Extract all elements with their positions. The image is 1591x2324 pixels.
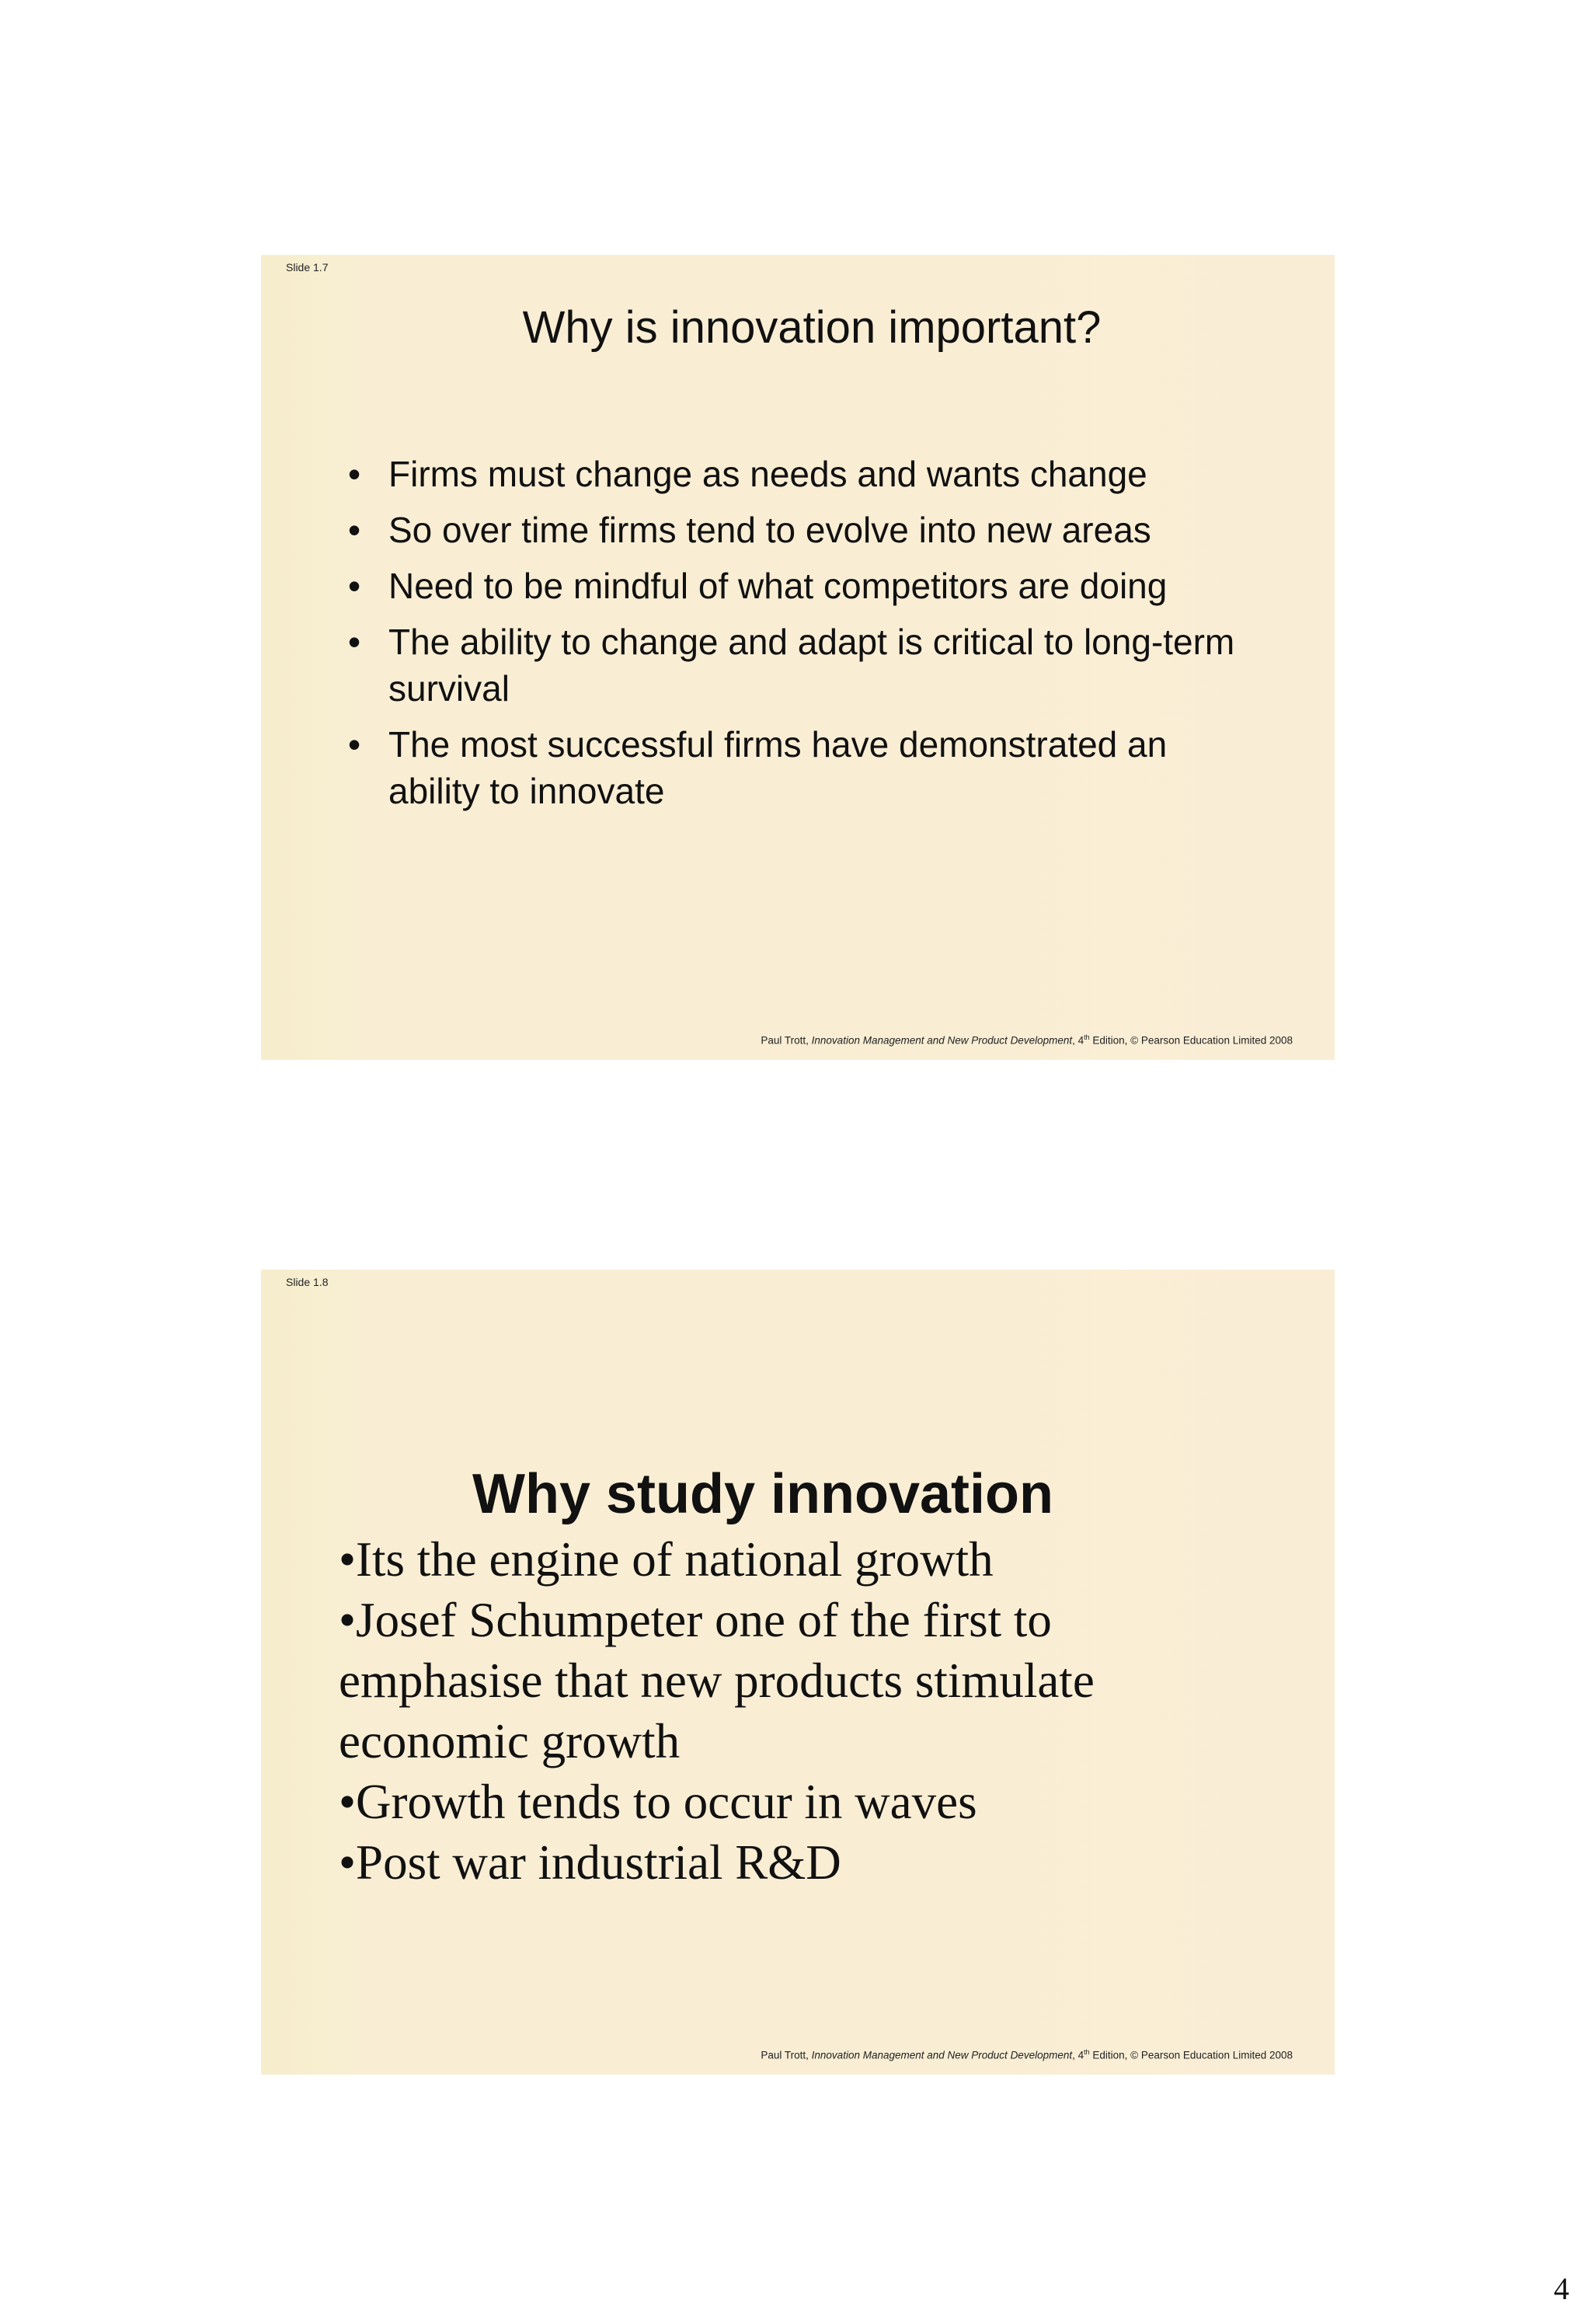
list-item: • Need to be mindful of what competitors are doing bbox=[348, 566, 1168, 606]
list-item-text: Firms must change as needs and wants change bbox=[388, 454, 1147, 494]
slide-footer: Paul Trott, Innovation Management and New Product Development, 4th Edition, © Pearson Education Limited 2008 bbox=[761, 2047, 1293, 2061]
slide-1-7 bbox=[261, 255, 1335, 1060]
list-item: • The ability to change and adapt is critical to long-term survival bbox=[348, 622, 1235, 709]
list-item: • Firms must change as needs and wants change bbox=[348, 454, 1147, 494]
list-item-text: So over time firms tend to evolve into new areas bbox=[388, 510, 1151, 550]
list-item: •Post war industrial R&D bbox=[339, 1835, 841, 1890]
list-item: •Its the engine of national growth bbox=[339, 1532, 994, 1587]
list-item: •Josef Schumpeter one of the first to emphasise that new products stimulate economic growth bbox=[339, 1593, 1095, 1768]
slide-title: Why study innovation bbox=[472, 1463, 1053, 1525]
list-item: • The most successful firms have demonstrated an ability to innovate bbox=[348, 724, 1168, 811]
list-item-text: The ability to change and adapt is critical to long-term survival bbox=[388, 622, 1235, 709]
list-item: • So over time firms tend to evolve into new areas bbox=[348, 510, 1151, 550]
slide-label: Slide 1.8 bbox=[286, 1276, 329, 1288]
bullet-list bbox=[348, 451, 1241, 824]
slide-label: Slide 1.7 bbox=[286, 261, 329, 274]
slide-body bbox=[339, 1529, 1209, 1893]
slide-1-8 bbox=[261, 1270, 1335, 2075]
list-item-text: Need to be mindful of what competitors are doing bbox=[388, 566, 1168, 606]
slide-title: Why is innovation important? bbox=[522, 302, 1102, 353]
page-number: 4 bbox=[1554, 2271, 1569, 2306]
list-item: •Growth tends to occur in waves bbox=[339, 1775, 977, 1829]
list-item-text: The most successful firms have demonstrated an ability to innovate bbox=[388, 724, 1168, 811]
slide-footer: Paul Trott, Innovation Management and New Product Development, 4th Edition, © Pearson Education Limited 2008 bbox=[761, 1033, 1293, 1046]
